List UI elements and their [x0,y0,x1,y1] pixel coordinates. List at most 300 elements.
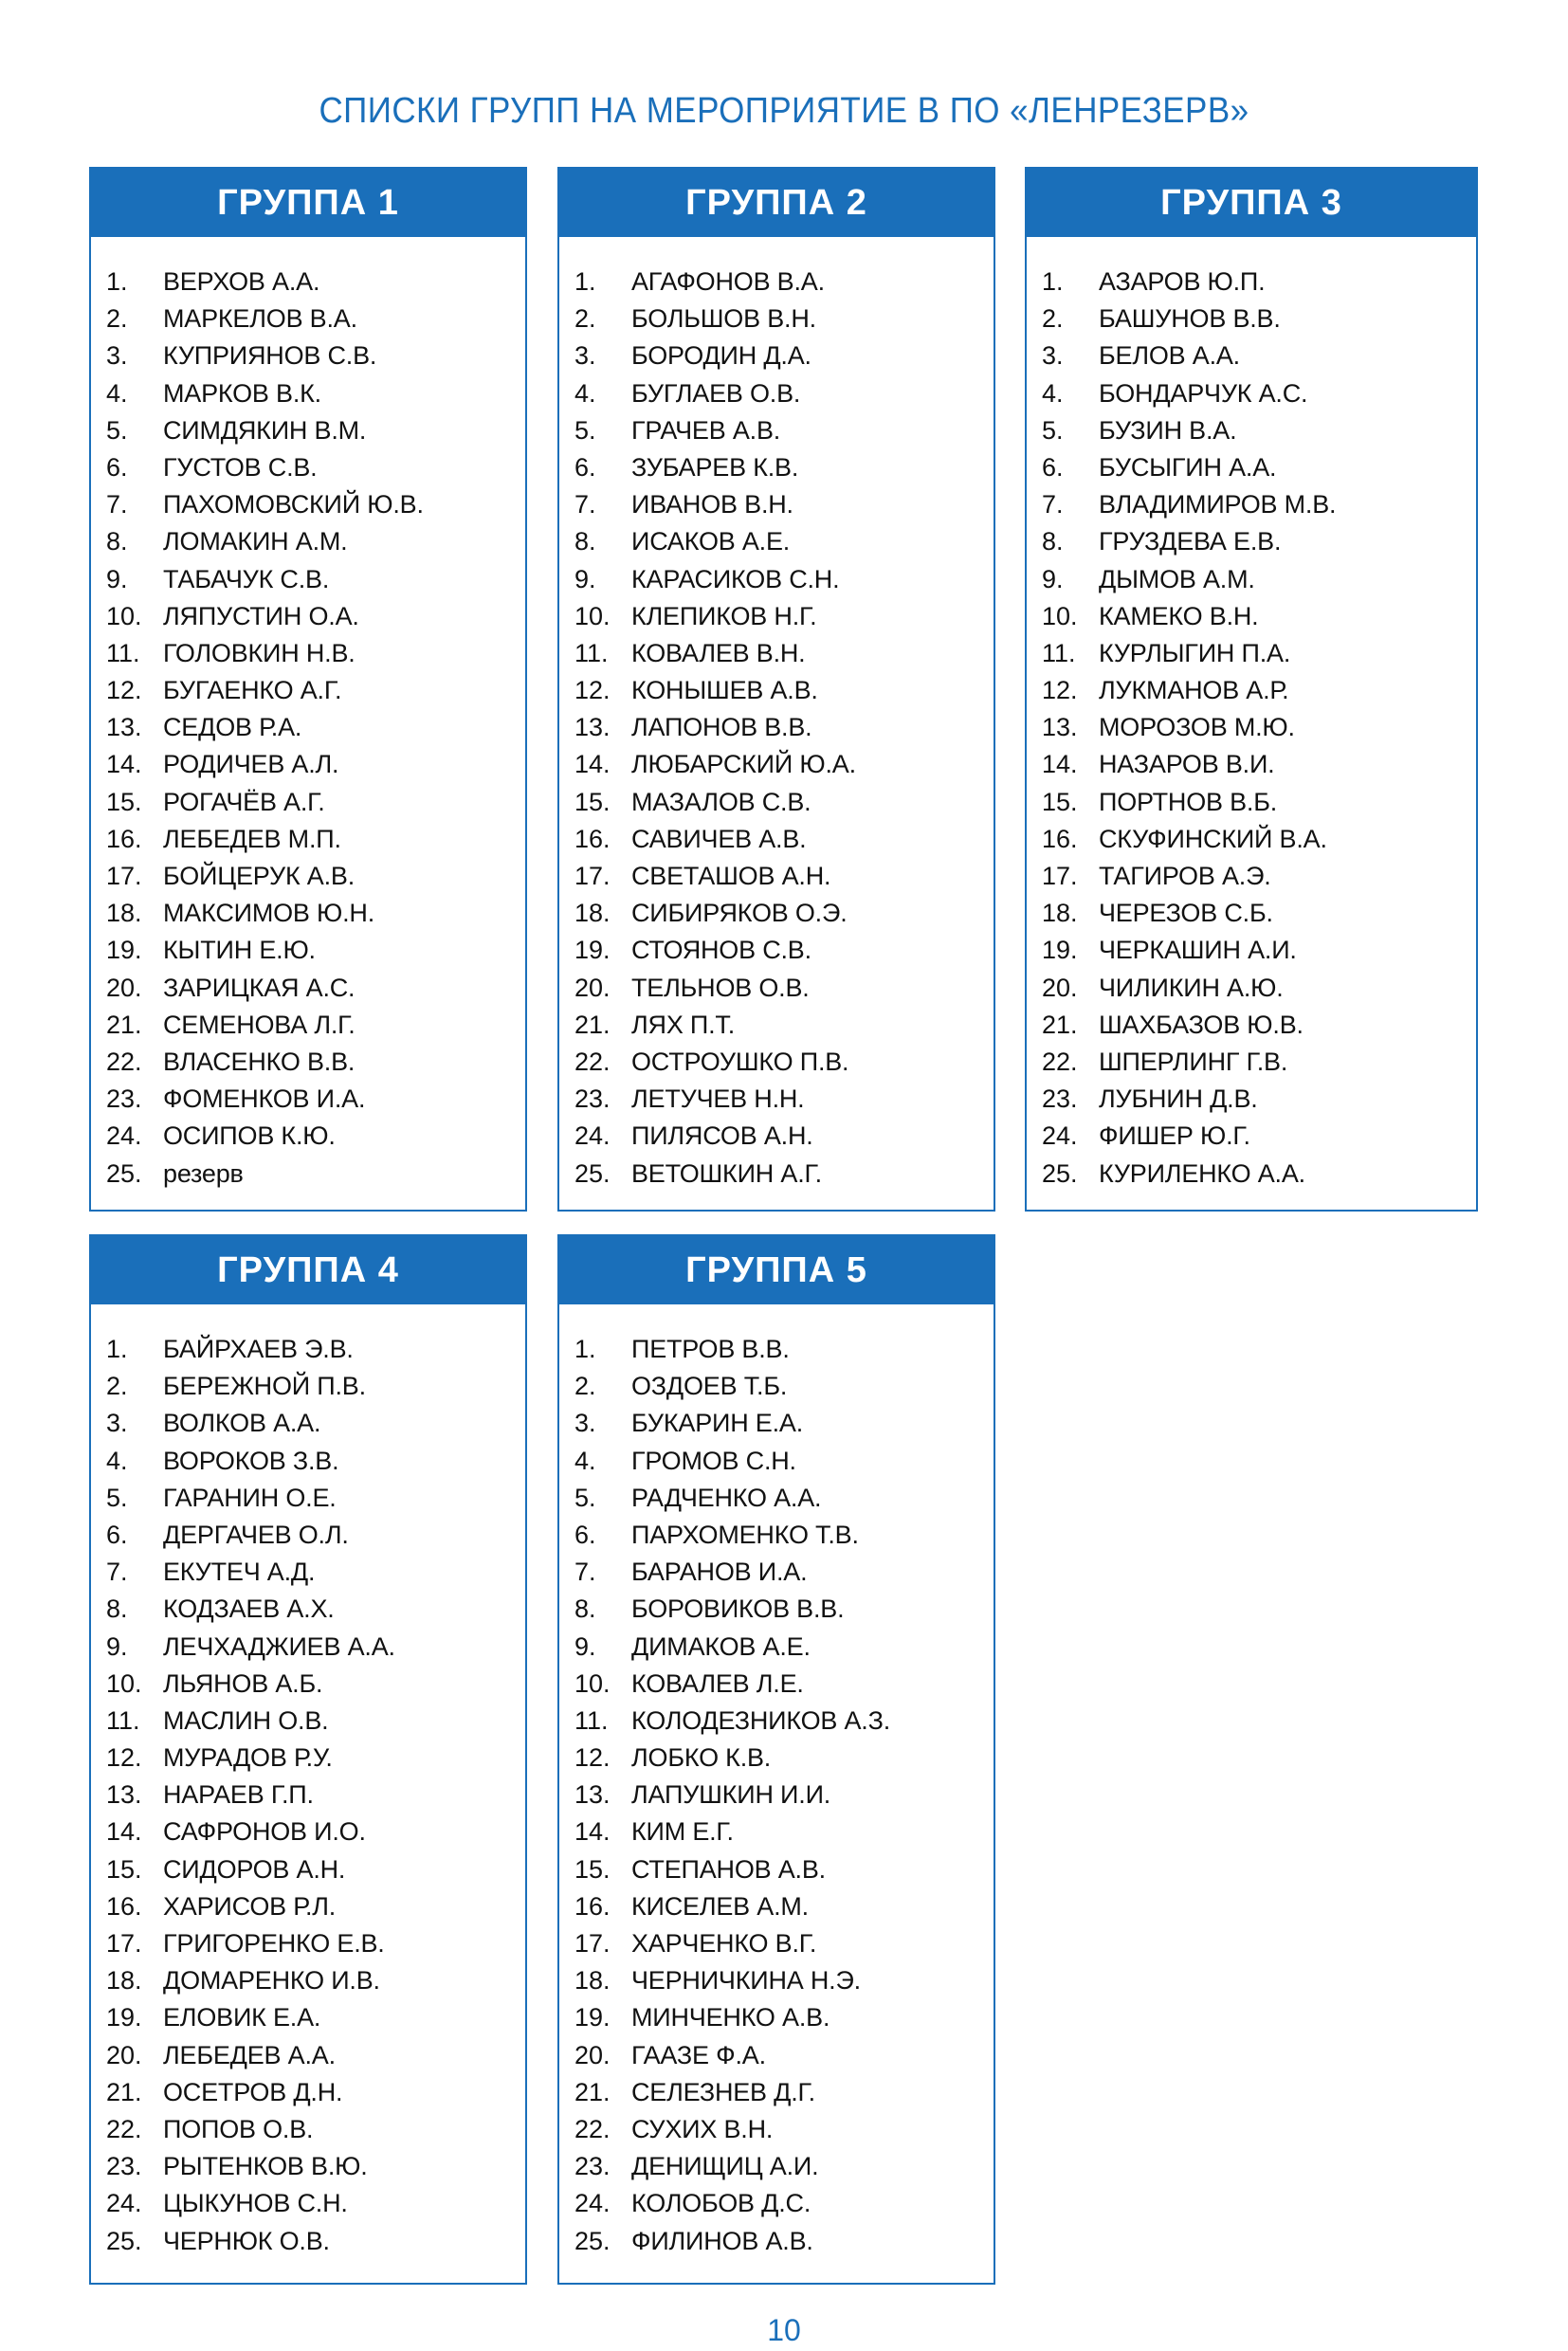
group-4-panel [89,1234,527,2285]
item-number: 17. [106,1929,142,1958]
list-item [91,1629,525,1666]
member-name: ЗУБАРЕВ К.В. [631,452,799,482]
item-number: 5. [1042,415,1064,445]
member-name: ПАХОМОВСКИЙ Ю.В. [163,490,424,519]
member-name: ЧЕРНЮК О.В. [163,2226,330,2255]
item-number: 2. [106,1372,128,1401]
item-number: 15. [106,1854,142,1884]
list-item [1027,895,1476,932]
list-item [91,2111,525,2148]
member-name: БОРОДИН Д.А. [631,341,811,371]
list-item [559,1044,994,1081]
item-number: 24. [106,2189,142,2218]
item-number: 11. [574,638,609,667]
member-name: СИМДЯКИН В.М. [163,415,367,445]
member-name: ХАРЧЕНКО В.Г. [631,1929,817,1958]
list-item [1027,1081,1476,1118]
item-number: 6. [106,1520,128,1549]
member-name: ИВАНОВ В.Н. [631,490,793,519]
list-item [91,1666,525,1703]
member-name: КОВАЛЕВ Л.Е. [631,1668,804,1698]
item-number: 25. [574,1158,611,1188]
item-number: 17. [1042,862,1078,890]
list-item [559,1962,994,1999]
list-item [559,1405,994,1442]
list-item [559,1740,994,1777]
item-number: 23. [574,1084,611,1114]
item-number: 7. [106,1558,128,1587]
list-item [1027,337,1476,374]
member-name: ГРОМОВ С.Н. [631,1446,796,1475]
list-item [91,2185,525,2222]
list-item [559,1666,994,1703]
item-number: 14. [106,1817,142,1847]
item-number: 15. [574,1854,611,1884]
list-item [91,486,525,523]
member-name: РАДЧЕНКО А.А. [631,1483,822,1512]
item-number: 7. [574,490,596,519]
item-number: 9. [574,564,596,593]
member-name: ОСЕТРОВ Д.Н. [163,2077,343,2106]
list-item [1027,821,1476,858]
list-item [1027,1156,1476,1193]
item-number: 21. [1042,1010,1078,1039]
member-name: МАСЛИН О.В. [163,1705,329,1735]
member-name: СИБИРЯКОВ О.Э. [631,899,848,928]
member-name: ПОРТНОВ В.Б. [1099,787,1278,816]
list-item [91,1007,525,1044]
member-name: БОЙЦЕРУК А.В. [163,862,356,890]
item-number: 16. [574,1891,611,1921]
member-name: ПИЛЯСОВ А.Н. [631,1121,813,1151]
member-name: ЛАПОНОВ В.В. [631,713,812,742]
list-item [91,1740,525,1777]
list-item [1027,709,1476,746]
member-name: ДЕНИЩИЦ А.И. [631,2152,819,2181]
group-5-panel [557,1234,995,2285]
member-name: МАЗАЛОВ С.В. [631,787,811,816]
list-item [559,2037,994,2074]
item-number: 23. [574,2152,611,2181]
group-4-header: ГРУППА 4 [91,1236,525,1304]
member-name: БАРАНОВ И.А. [631,1558,808,1587]
member-name: ДИМАКОВ А.Е. [631,1631,811,1661]
member-name: КУРИЛЕНКО А.А. [1099,1158,1305,1188]
list-item [559,375,994,412]
member-name: ЦЫКУНОВ С.Н. [163,2189,348,2218]
item-number: 24. [1042,1121,1078,1151]
item-number: 1. [106,1335,128,1363]
item-number: 14. [574,1817,611,1847]
member-name: ГАРАНИН О.Е. [163,1483,337,1512]
item-number: 16. [106,1891,142,1921]
list-item [91,635,525,672]
list-item [1027,375,1476,412]
item-number: 22. [574,1047,611,1076]
member-name: ЛЕБЕДЕВ А.А. [163,2040,336,2069]
member-name: ЛОМАКИН А.М. [163,527,348,556]
item-number: 2. [574,304,596,334]
member-name: МАРКОВ В.К. [163,378,321,408]
item-number: 1. [1042,267,1064,296]
member-name: ИСАКОВ А.Е. [631,527,791,556]
member-name: СЕЛЕЗНЕВ Д.Г. [631,2077,815,2106]
item-number: 2. [1042,304,1064,334]
item-number: 13. [1042,713,1078,742]
list-item [559,449,994,486]
group-1-header: ГРУППА 1 [91,169,525,237]
list-item [559,895,994,932]
list-item [1027,449,1476,486]
member-name: БОЛЬШОВ В.Н. [631,304,816,334]
item-number: 8. [574,1595,596,1624]
item-number: 22. [574,2114,611,2143]
list-item [559,784,994,821]
item-number: 4. [1042,378,1064,408]
item-number: 21. [106,1010,142,1039]
list-item [559,821,994,858]
item-number: 8. [1042,527,1064,556]
member-name: МАКСИМОВ Ю.Н. [163,899,375,928]
item-number: 2. [574,1372,596,1401]
item-number: 9. [574,1631,596,1661]
item-number: 8. [574,527,596,556]
member-name: ВЛАСЕНКО В.В. [163,1047,356,1076]
item-number: 25. [574,2226,611,2255]
item-number: 6. [106,452,128,482]
member-name: МУРАДОВ Р.У. [163,1743,333,1773]
list-item [91,1331,525,1368]
item-number: 12. [1042,676,1078,705]
member-name: СИДОРОВ А.Н. [163,1854,346,1884]
item-number: 7. [106,490,128,519]
item-number: 20. [574,2040,611,2069]
list-item [91,1925,525,1962]
list-item [91,1081,525,1118]
member-name: ГРАЧЕВ А.В. [631,415,781,445]
member-name: ЧЕРНИЧКИНА Н.Э. [631,1966,861,1996]
list-item [91,821,525,858]
group-2-header: ГРУППА 2 [559,169,994,237]
item-number: 17. [574,862,611,890]
item-number: 17. [106,862,142,890]
item-number: 5. [106,415,128,445]
list-item [1027,858,1476,895]
member-name: ДЫМОВ А.М. [1099,564,1255,593]
item-number: 3. [1042,341,1064,371]
member-name: САВИЧЕВ А.В. [631,824,807,853]
member-name: КОЛОБОВ Д.С. [631,2189,811,2218]
item-number: 3. [106,341,128,371]
item-number: 1. [574,1335,596,1363]
member-name: БОРОВИКОВ В.В. [631,1595,845,1624]
list-item [91,598,525,635]
list-item [1027,784,1476,821]
list-item [559,1888,994,1925]
item-number: 25. [1042,1158,1078,1188]
member-name: СЕДОВ Р.А. [163,713,302,742]
list-item [1027,1007,1476,1044]
member-name: КЫТИН Е.Ю. [163,936,316,965]
list-item [559,412,994,449]
member-name: БУСЫГИН А.А. [1099,452,1277,482]
list-item [559,598,994,635]
item-number: 5. [574,1483,596,1512]
member-name: РОДИЧЕВ А.Л. [163,750,339,779]
member-name: ШАХБАЗОВ Ю.В. [1099,1010,1304,1039]
member-name: ЛЕБЕДЕВ М.П. [163,824,341,853]
item-number: 21. [574,1010,611,1039]
member-name: ЛЬЯНОВ А.Б. [163,1668,323,1698]
member-name: ВЕРХОВ А.А. [163,267,320,296]
member-name: САФРОНОВ И.О. [163,1817,366,1847]
list-item [91,895,525,932]
member-name: РЫТЕНКОВ В.Ю. [163,2152,368,2181]
list-item [91,784,525,821]
item-number: 13. [574,1780,611,1810]
member-name: ГРИГОРЕНКО Е.В. [163,1929,385,1958]
item-number: 10. [574,1668,611,1698]
list-item [559,746,994,783]
member-name: НАРАЕВ Г.П. [163,1780,314,1810]
member-name: ЛУБНИН Д.В. [1099,1084,1258,1114]
list-item [559,2074,994,2111]
item-number: 13. [106,1780,142,1810]
item-number: 7. [574,1558,596,1587]
member-name: КИСЕЛЕВ А.М. [631,1891,809,1921]
item-number: 11. [1042,638,1076,667]
list-item [91,1554,525,1591]
member-name: ЛЕЧХАДЖИЕВ А.А. [163,1631,395,1661]
list-item [559,486,994,523]
member-name: БОНДАРЧУК А.С. [1099,378,1308,408]
item-number: 14. [106,750,142,779]
member-name: БУЗИН В.А. [1099,415,1237,445]
list-item [1027,1044,1476,1081]
group-2-panel [557,167,995,1212]
item-number: 10. [1042,601,1078,630]
list-item [559,1118,994,1155]
item-number: 4. [106,378,128,408]
list-item [1027,486,1476,523]
list-item [559,970,994,1007]
item-number: 4. [574,378,596,408]
item-number: 25. [106,2226,142,2255]
list-item [91,1888,525,1925]
item-number: 9. [106,564,128,593]
list-item [91,1517,525,1554]
member-name: МИНЧЕНКО А.В. [631,2003,830,2032]
item-number: 15. [1042,787,1078,816]
list-item [559,2185,994,2222]
item-number: 20. [1042,973,1078,1002]
list-item [91,1480,525,1517]
item-number: 12. [106,1743,142,1773]
list-item [559,1081,994,1118]
member-name: РОГАЧЁВ А.Г. [163,787,325,816]
item-number: 17. [574,1929,611,1958]
item-number: 4. [106,1446,128,1475]
list-item [559,1368,994,1405]
member-name: резерв [163,1158,244,1188]
list-item [559,1703,994,1740]
list-item [91,970,525,1007]
list-item [1027,412,1476,449]
member-name: СТОЯНОВ С.В. [631,936,811,965]
list-item [559,523,994,560]
list-item [1027,635,1476,672]
item-number: 13. [106,713,142,742]
member-name: ЕКУТЕЧ А.Д. [163,1558,316,1587]
member-name: ЛЕТУЧЕВ Н.Н. [631,1084,805,1114]
list-item [91,337,525,374]
item-number: 23. [106,2152,142,2181]
list-item [559,709,994,746]
member-name: АГАФОНОВ В.А. [631,267,825,296]
list-item [91,2223,525,2260]
item-number: 8. [106,1595,128,1624]
item-number: 24. [574,2189,611,2218]
member-name: БУКАРИН Е.А. [631,1409,804,1438]
group-3-list [1027,237,1476,1193]
item-number: 10. [106,1668,142,1698]
item-number: 9. [106,1631,128,1661]
list-item [559,932,994,969]
list-item [91,2074,525,2111]
group-1-panel [89,167,527,1212]
item-number: 16. [574,824,611,853]
member-name: ОСТРОУШКО П.В. [631,1047,849,1076]
list-item [91,1118,525,1155]
list-item [91,746,525,783]
list-item [559,1331,994,1368]
item-number: 12. [574,1743,611,1773]
item-number: 24. [106,1121,142,1151]
member-name: ЧИЛИКИН А.Ю. [1099,973,1284,1002]
list-item [91,523,525,560]
member-name: ТАГИРОВ А.Э. [1099,862,1271,890]
item-number: 20. [106,973,142,1002]
list-item [559,264,994,301]
member-name: КИМ Е.Г. [631,1817,734,1847]
member-name: НАЗАРОВ В.И. [1099,750,1275,779]
list-item [559,1629,994,1666]
item-number: 14. [1042,750,1078,779]
list-item [91,709,525,746]
item-number: 18. [106,899,142,928]
member-name: ЛЯПУСТИН О.А. [163,601,359,630]
member-name: БАШУНОВ В.В. [1099,304,1281,334]
member-name: КОНЫШЕВ А.В. [631,676,818,705]
member-name: КОВАЛЕВ В.Н. [631,638,806,667]
list-item [1027,523,1476,560]
member-name: ТЕЛЬНОВ О.В. [631,973,810,1002]
member-name: АЗАРОВ Ю.П. [1099,267,1266,296]
member-name: ЛЮБАРСКИЙ Ю.А. [631,750,856,779]
list-item [91,1703,525,1740]
item-number: 4. [574,1446,596,1475]
member-name: ЛАПУШКИН И.И. [631,1780,831,1810]
list-item [559,2223,994,2260]
member-name: БУГЛАЕВ О.В. [631,378,801,408]
list-item [91,1368,525,1405]
list-item [1027,970,1476,1007]
member-name: БЕРЕЖНОЙ П.В. [163,1372,366,1401]
list-item [91,561,525,598]
item-number: 1. [106,267,128,296]
group-3-panel [1025,167,1478,1212]
list-item [559,2148,994,2185]
member-name: ЛУКМАНОВ А.Р. [1099,676,1289,705]
list-item [91,2037,525,2074]
member-name: КАМЕКО В.Н. [1099,601,1259,630]
item-number: 23. [1042,1084,1078,1114]
member-name: ФОМЕНКОВ И.А. [163,1084,366,1114]
member-name: СТЕПАНОВ А.В. [631,1854,826,1884]
member-name: СВЕТАШОВ А.Н. [631,862,831,890]
list-item [559,1851,994,1888]
item-number: 9. [1042,564,1064,593]
item-number: 20. [574,973,611,1002]
item-number: 7. [1042,490,1064,519]
member-name: ФИШЕР Ю.Г. [1099,1121,1250,1151]
member-name: ОСИПОВ К.Ю. [163,1121,336,1151]
list-item [91,1962,525,1999]
member-name: ПЕТРОВ В.В. [631,1335,790,1363]
member-name: ГОЛОВКИН Н.В. [163,638,356,667]
group-2-list [559,237,994,1193]
group-5-list [559,1304,994,2260]
member-name: ЕЛОВИК Е.А. [163,2003,321,2032]
list-item [91,1851,525,1888]
group-1-list [91,237,525,1193]
member-name: КЛЕПИКОВ Н.Г. [631,601,817,630]
item-number: 22. [106,1047,142,1076]
list-item [1027,746,1476,783]
list-item [559,635,994,672]
member-name: ФИЛИНОВ А.В. [631,2226,813,2255]
member-name: ДОМАРЕНКО И.В. [163,1966,380,1996]
item-number: 18. [1042,899,1078,928]
item-number: 14. [574,750,611,779]
member-name: КУПРИЯНОВ С.В. [163,341,377,371]
list-item [91,449,525,486]
item-number: 11. [574,1705,609,1735]
list-item [1027,301,1476,337]
item-number: 25. [106,1158,142,1188]
item-number: 8. [106,527,128,556]
list-item [1027,932,1476,969]
list-item [91,301,525,337]
item-number: 16. [1042,824,1078,853]
member-name: ДЕРГАЧЕВ О.Л. [163,1520,349,1549]
member-name: КУРЛЫГИН П.А. [1099,638,1291,667]
member-name: МОРОЗОВ М.Ю. [1099,713,1295,742]
list-item [559,2111,994,2148]
list-item [559,858,994,895]
list-item [91,1813,525,1850]
item-number: 12. [106,676,142,705]
item-number: 6. [574,1520,596,1549]
group-4-list [91,1304,525,2260]
group-5-header: ГРУППА 5 [559,1236,994,1304]
member-name: СУХИХ В.Н. [631,2114,774,2143]
item-number: 3. [574,1409,596,1438]
item-number: 1. [574,267,596,296]
list-item [91,1443,525,1480]
item-number: 22. [1042,1047,1078,1076]
list-item [91,858,525,895]
